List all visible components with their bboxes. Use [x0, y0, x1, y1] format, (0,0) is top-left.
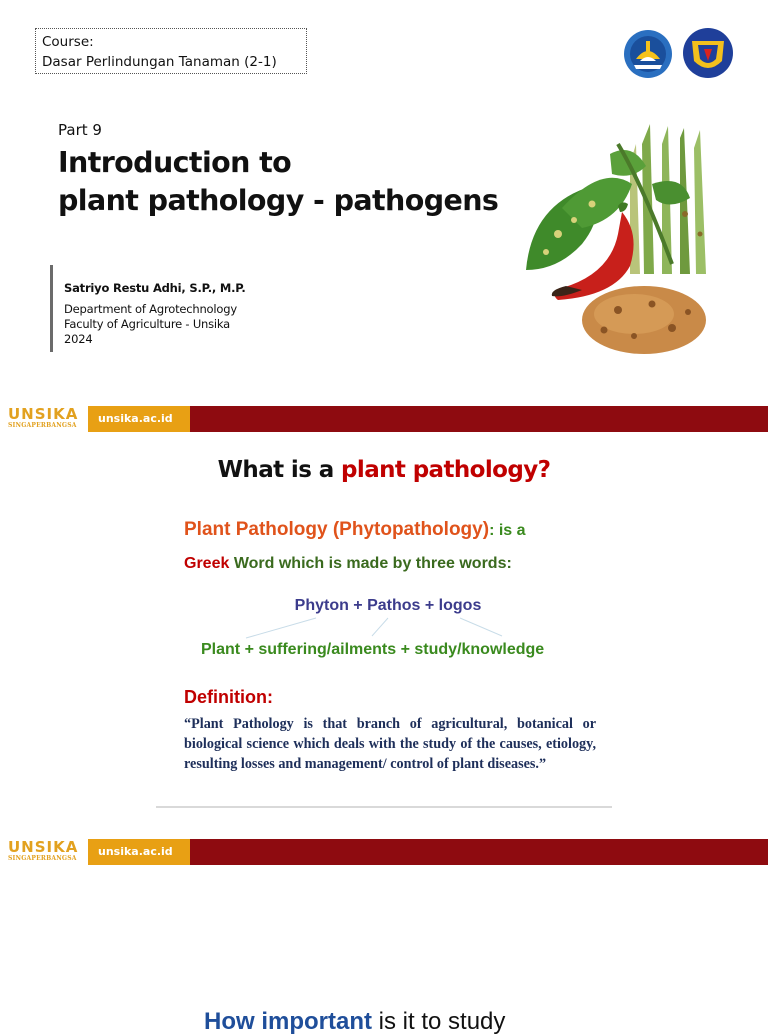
author-faculty: Faculty of Agriculture - Unsika — [64, 317, 231, 331]
part-number: Part 9 — [58, 121, 102, 139]
url-badge — [88, 406, 190, 432]
slide-2-title-highlight: plant pathology? — [341, 457, 551, 483]
title-line-1: Introduction to — [58, 146, 292, 179]
course-label: Course: — [42, 34, 94, 50]
author-name: Satriyo Restu Adhi, S.P., M.P. — [64, 281, 246, 295]
greek-word-line — [184, 555, 512, 573]
course-name: Dasar Perlindungan Tanaman (2-1) — [42, 54, 277, 70]
university-logo-icon — [682, 27, 734, 79]
greek-term: Greek — [184, 555, 230, 572]
author-year: 2024 — [64, 332, 93, 346]
website-url[interactable]: unsika.ac.id — [98, 412, 173, 425]
phytopathology-term: Plant Pathology (Phytopathology) — [184, 519, 490, 540]
author-department: Department of Agrotechnology — [64, 302, 237, 316]
unsika-logo — [6, 406, 88, 432]
ministry-logo-icon — [622, 29, 674, 79]
diseased-plants-illustration — [522, 124, 712, 354]
greek-rest: Word which is made by three words: — [229, 555, 512, 572]
root-arrows — [236, 616, 516, 640]
content-divider — [156, 806, 612, 808]
brand-name: UNSIKA — [8, 405, 79, 423]
page-title — [58, 144, 498, 220]
slide-2-title — [0, 457, 768, 483]
website-url-2[interactable]: unsika.ac.id — [98, 845, 173, 858]
footer-red-bar — [190, 406, 768, 432]
slide-2-title-prefix: What is a — [217, 457, 342, 483]
unsika-logo-2 — [6, 839, 88, 865]
url-badge-2 — [88, 839, 190, 865]
brand-subtitle: SINGAPERBANGSA — [8, 422, 77, 429]
footer-red-bar-2 — [190, 839, 768, 865]
title-line-2: plant pathology - pathogens — [58, 184, 499, 217]
slide-3-title-highlight: How important — [204, 1008, 372, 1035]
brand-name-2: UNSIKA — [8, 838, 79, 856]
definition-text: “Plant Pathology is that branch of agricultural, botanical or biological science which deals with the study of the causes, etiology, resulting losses and management/ control of plant diseases.” — [184, 716, 596, 772]
word-roots: Phyton + Pathos + logos — [294, 597, 482, 614]
slide-3-title — [204, 1008, 505, 1036]
author-accent-bar — [50, 265, 53, 352]
definition-heading: Definition: — [184, 687, 273, 707]
word-meanings: Plant + suffering/ailments + study/knowledge — [201, 641, 545, 658]
brand-subtitle-2: SINGAPERBANGSA — [8, 855, 77, 862]
slide-footer-2 — [0, 839, 768, 865]
phytopathology-line — [184, 519, 526, 541]
phytopathology-rest: : is a — [489, 522, 526, 539]
slide-footer — [0, 406, 768, 432]
course-box — [35, 28, 307, 74]
slide-3-title-rest: is it to study — [372, 1008, 506, 1035]
